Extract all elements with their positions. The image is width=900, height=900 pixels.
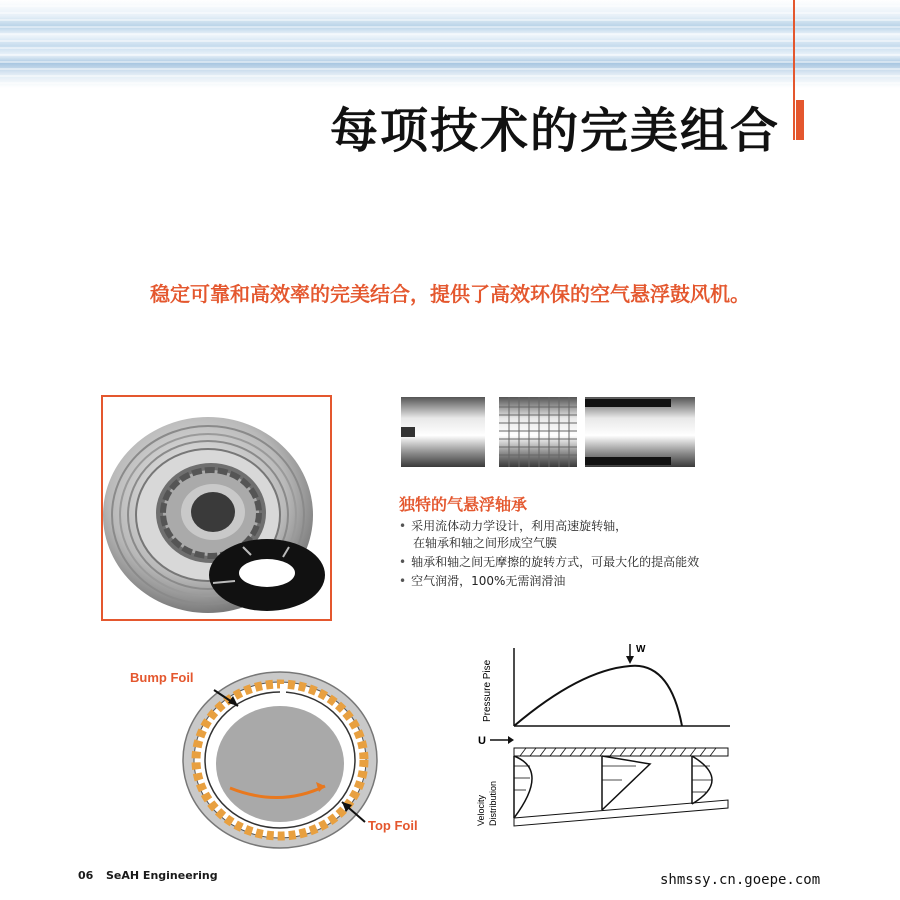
velocity-label: Velocity [476, 794, 486, 826]
feature-item: • 轴承和轴之间无摩擦的旋转方式，可最大化的提高能效 [399, 555, 700, 569]
load-w-label: W [636, 644, 646, 655]
header-banner [0, 0, 900, 88]
header-red-rule [793, 0, 795, 140]
page-number: 06 [78, 869, 94, 882]
page-title: 每项技术的完美组合 [329, 103, 780, 159]
bullet-glyph: • [399, 555, 407, 569]
distribution-label: Distribution [488, 780, 498, 826]
bullet-glyph: • [399, 519, 407, 533]
foil-bearing-diagram [120, 660, 440, 850]
feature-item: • 空气润滑，100%无需润滑油 [399, 574, 566, 588]
bullet-glyph: • [399, 574, 407, 588]
u-label: U [478, 735, 486, 747]
bearing-photo [101, 395, 332, 621]
feature-item-continuation: 在轴承和轴之间形成空气膜 [413, 536, 558, 550]
feature-list [399, 518, 819, 592]
bump-foil-label: Bump Foil [130, 670, 194, 685]
top-foil-label: Top Foil [368, 818, 418, 833]
page-subtitle: 稳定可靠和高效率的完美结合，提供了高效环保的空气悬浮鼓风机。 [150, 282, 750, 306]
footer-brand: SeAH Engineering [106, 869, 218, 882]
title-red-marker [796, 100, 804, 140]
shaft-illustration [401, 397, 701, 467]
watermark-text: shmssy.cn.goepe.com [660, 872, 821, 888]
pressure-axis-label: Pressure Pise [482, 659, 493, 722]
feature-title: 独特的气悬浮轴承 [399, 495, 528, 514]
feature-item: • 采用流体动力学设计，利用高速旋转轴， 在轴承和轴之间形成空气膜 [399, 518, 819, 552]
velocity-distribution-diagram [470, 730, 740, 830]
